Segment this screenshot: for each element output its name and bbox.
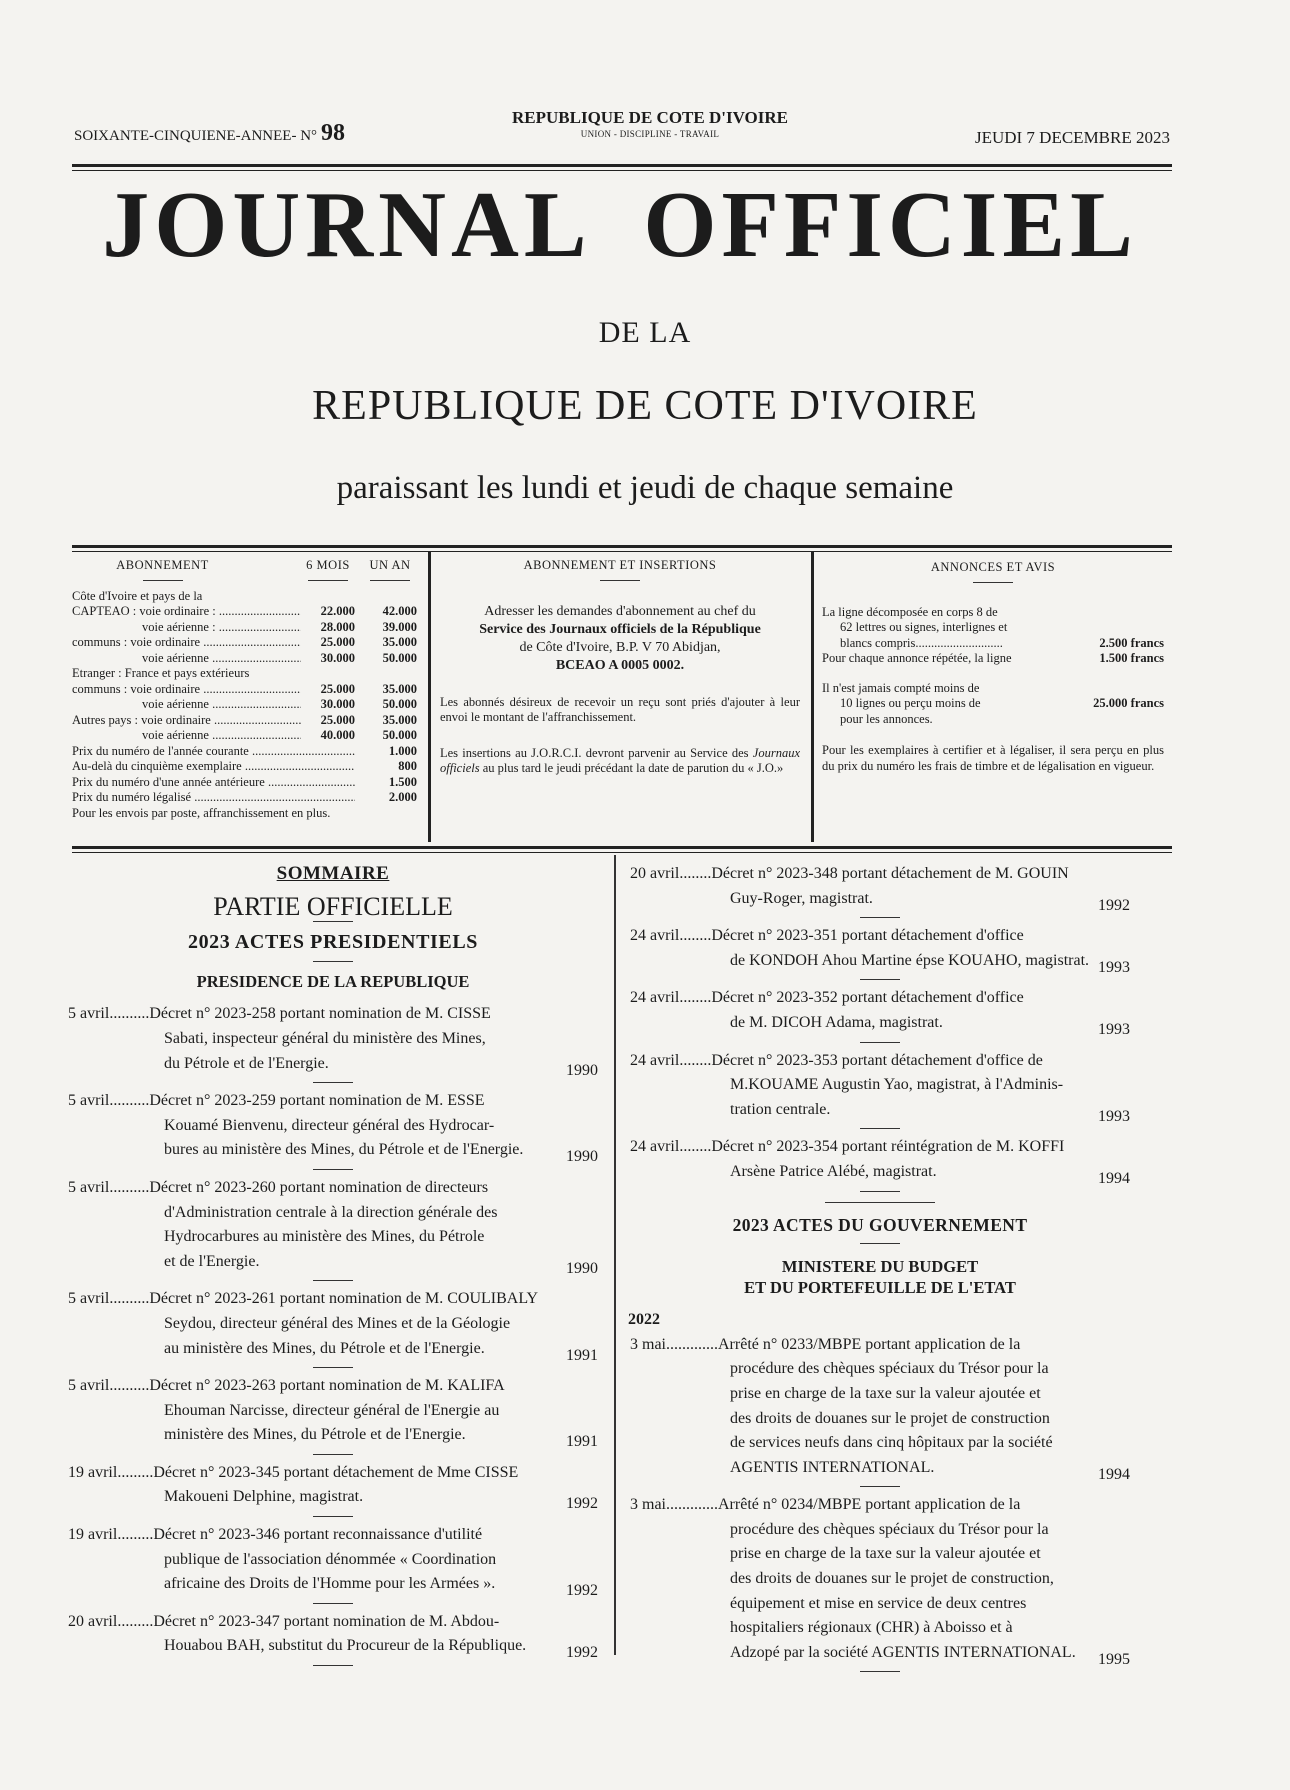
sommaire-entry bbox=[68, 1523, 598, 1604]
entry-text: Décret n° 2023-347 portant nomination de M. Abdou- bbox=[153, 1612, 500, 1630]
entry-page-number: 1993 bbox=[1098, 1107, 1130, 1125]
entry-date: 5 avril bbox=[68, 1178, 110, 1196]
actes-presidentiels-heading: 2023 ACTES PRESIDENTIELS bbox=[68, 930, 598, 962]
entry-text: Décret n° 2023-348 portant détachement de M. GOUIN bbox=[711, 865, 1069, 882]
rate-label: voie aérienne ..... bbox=[72, 651, 301, 667]
rate-year: 35.000 bbox=[382, 681, 417, 696]
entry-text: Décret n° 2023-353 portant détachement d'office de bbox=[711, 1051, 1043, 1069]
entry-page-number: 1993 bbox=[1098, 958, 1130, 976]
entry-text: Décret n° 2023-352 portant détachement d'office bbox=[711, 989, 1024, 1007]
entry-separator bbox=[860, 1191, 900, 1192]
entry-line bbox=[630, 924, 1130, 949]
entry-date: 20 avril bbox=[630, 865, 680, 882]
sommaire-right-column bbox=[630, 862, 1130, 1678]
subscription-rate-row bbox=[72, 604, 417, 620]
entry-line: bures au ministère des Mines, du Pétrole et de l'Energie. bbox=[164, 1141, 524, 1159]
box-divider bbox=[811, 552, 814, 842]
entry-line: de KONDOH Ahou Martine épse KOUAHO, magistrat. bbox=[730, 951, 1090, 969]
price-value: 1.500 bbox=[388, 774, 417, 789]
year-label: 2022 bbox=[628, 1311, 660, 1329]
sommaire-entry bbox=[68, 1374, 598, 1455]
box-divider bbox=[428, 552, 431, 842]
entry-page-number: 1991 bbox=[566, 1346, 598, 1364]
entry-line: de services neufs dans cinq hôpitaux par la société bbox=[730, 1434, 1053, 1452]
entry-line: Ehouman Narcisse, directeur général de l'Energie au bbox=[164, 1401, 500, 1419]
sommaire-entry bbox=[68, 1461, 598, 1517]
entry-line: M.KOUAME Augustin Yao, magistrat, à l'Adminis- bbox=[730, 1076, 1064, 1094]
entry-page-number: 1991 bbox=[566, 1433, 598, 1451]
sommaire-entry bbox=[630, 1049, 1130, 1130]
entry-text: Décret n° 2023-259 portant nomination de M. ESSE bbox=[149, 1092, 485, 1110]
entry-leader: .......... bbox=[109, 1005, 150, 1023]
entry-page-number: 1990 bbox=[566, 1148, 598, 1166]
entry-leader: ......... bbox=[117, 1612, 154, 1630]
ministry-budget-heading: MINISTERE DU BUDGET ET DU PORTEFEUILLE DE L'ETAT bbox=[744, 1257, 1016, 1298]
sommaire-entry bbox=[68, 1610, 598, 1666]
entry-page-number: 1992 bbox=[566, 1582, 598, 1600]
entry-line bbox=[630, 862, 1130, 887]
price-value: 1.000 bbox=[388, 743, 417, 758]
entry-text: Décret n° 2023-346 portant reconnaissance d'utilité bbox=[153, 1526, 483, 1544]
section-rule bbox=[825, 1202, 935, 1203]
entry-line: Adzopé par la société AGENTIS INTERNATIONAL. bbox=[730, 1643, 1076, 1661]
price-row bbox=[72, 744, 417, 760]
actes-gouvernement-heading: 2023 ACTES DU GOUVERNEMENT bbox=[732, 1214, 1028, 1235]
announcements-legalization: Pour les exemplaires à certifier et à légaliser, il sera perçu en plus du prix du numéro les frais de timbre et de légalisation en vigueur. bbox=[822, 743, 1164, 773]
entry-separator bbox=[860, 979, 900, 980]
rate-six-months: 25.000 bbox=[320, 635, 355, 649]
entry-text: Décret n° 2023-354 portant réintégration de M. KOFFI bbox=[711, 1138, 1065, 1156]
entry-separator bbox=[313, 1280, 353, 1281]
entry-line: et de l'Energie. bbox=[164, 1252, 260, 1270]
issue-date: JEUDI 7 DECEMBRE 2023 bbox=[974, 128, 1170, 147]
entry-leader: ........ bbox=[679, 989, 712, 1007]
entry-leader: .......... bbox=[109, 1290, 150, 1308]
entry-date: 5 avril bbox=[68, 1377, 110, 1395]
rate-six-months: 22.000 bbox=[320, 604, 355, 618]
entry-separator bbox=[313, 1516, 353, 1517]
entry-line bbox=[630, 1333, 1130, 1358]
announcements-line-rate: La ligne décomposée en corps 8 de 62 lettres ou signes, interlignes et blancs compris............................ 2.500 francs Pour chaque annonce répétée, la ligne 1.500 francs bbox=[822, 604, 1164, 665]
announcements-minimum: Il n'est jamais compté moins de 10 lignes ou perçu moins de 25.000 francs pour les annonces. bbox=[822, 680, 1164, 726]
rate-six-months: 28.000 bbox=[320, 619, 355, 634]
rate-year: 42.000 bbox=[382, 604, 417, 618]
entry-text: Arrêté n° 0233/MBPE portant application de la bbox=[718, 1335, 1021, 1353]
subscription-col-6-months: 6 MOIS bbox=[293, 558, 363, 581]
rate-year: 50.000 bbox=[382, 728, 417, 742]
entry-page-number: 1994 bbox=[1098, 1465, 1130, 1483]
entry-text: Décret n° 2023-258 portant nomination de M. CISSE bbox=[149, 1005, 491, 1023]
entry-line: au ministère des Mines, du Pétrole et de l'Energie. bbox=[164, 1339, 485, 1357]
subscription-intro: Côte d'Ivoire et pays de la bbox=[72, 588, 203, 603]
rate-six-months: 25.000 bbox=[320, 681, 355, 696]
subscription-rate-row bbox=[72, 651, 417, 667]
entry-line bbox=[630, 986, 1130, 1011]
entry-date: 5 avril bbox=[68, 1290, 110, 1308]
announcements-title: ANNONCES ET AVIS bbox=[822, 560, 1164, 583]
entry-separator bbox=[313, 1454, 353, 1455]
sommaire-left-column bbox=[68, 862, 598, 1672]
box-bottom-rule bbox=[72, 846, 1172, 853]
entry-line bbox=[68, 1461, 598, 1486]
subscription-rate-row bbox=[72, 620, 417, 636]
entry-leader: ............. bbox=[666, 1335, 718, 1353]
republic-heading bbox=[480, 108, 820, 139]
rate-six-months: 40.000 bbox=[320, 728, 355, 742]
entry-date: 24 avril bbox=[630, 989, 680, 1007]
entry-separator bbox=[860, 1128, 900, 1129]
sommaire-entry bbox=[630, 1493, 1130, 1672]
section-rule bbox=[860, 1243, 900, 1244]
entry-separator bbox=[860, 1671, 900, 1672]
entry-date: 19 avril bbox=[68, 1463, 118, 1481]
entry-line: prise en charge de la taxe sur la valeur ajoutée et bbox=[730, 1384, 1041, 1402]
entry-text: Décret n° 2023-261 portant nomination de M. COULIBALY bbox=[149, 1290, 539, 1308]
entry-separator bbox=[313, 1082, 353, 1083]
entry-line bbox=[68, 1176, 598, 1201]
price-value: 2.000 bbox=[388, 790, 417, 804]
subscription-rate-row bbox=[72, 682, 417, 698]
motto: UNION - DISCIPLINE - TRAVAIL bbox=[580, 129, 720, 139]
entry-separator bbox=[313, 1603, 353, 1604]
subscription-rate-row bbox=[72, 697, 417, 713]
rate-year: 35.000 bbox=[382, 635, 417, 649]
price-label: Au-delà du cinquième exemplaire ..... bbox=[72, 759, 355, 775]
rate-label: voie aérienne ..... bbox=[72, 728, 301, 744]
entry-line: Guy-Roger, magistrat. bbox=[730, 889, 873, 907]
rate-year: 50.000 bbox=[382, 697, 417, 711]
price-label: Prix du numéro de l'année courante ..... bbox=[72, 744, 355, 760]
issue-number: 98 bbox=[321, 120, 346, 146]
entry-line bbox=[68, 1002, 598, 1027]
column-divider bbox=[614, 855, 616, 1655]
entry-leader: ............. bbox=[666, 1496, 718, 1514]
insertions-deadline: Les insertions au J.O.R.C.I. devront parvenir au Service des Journaux officiels au plus tard le jeudi précédant la date de parution du « J.O.» bbox=[440, 745, 800, 775]
entry-line: Seydou, directeur général des Mines et de la Géologie bbox=[164, 1314, 511, 1332]
sommaire-entry bbox=[630, 862, 1130, 918]
entry-line bbox=[630, 1049, 1130, 1074]
subscription-rate-row bbox=[72, 728, 417, 744]
entry-leader: .......... bbox=[109, 1377, 150, 1395]
subscription-box bbox=[72, 552, 417, 842]
rate-six-months: 25.000 bbox=[320, 712, 355, 727]
entry-leader: .......... bbox=[109, 1178, 150, 1196]
entry-line: de M. DICOH Adama, magistrat. bbox=[730, 1013, 943, 1031]
rate-label: voie aérienne : ..... bbox=[72, 620, 301, 636]
entry-date: 3 mai bbox=[630, 1335, 666, 1353]
subscription-foreign-intro: Etranger : France et pays extérieurs bbox=[72, 666, 250, 680]
entry-text: Décret n° 2023-345 portant détachement de Mme CISSE bbox=[153, 1463, 519, 1481]
entry-separator bbox=[313, 1665, 353, 1666]
presidence-heading: PRESIDENCE DE LA REPUBLIQUE bbox=[196, 971, 470, 991]
entry-line: publique de l'association dénommée « Coordination bbox=[164, 1550, 497, 1568]
entry-text: Décret n° 2023-263 portant nomination de M. KALIFA bbox=[149, 1377, 505, 1395]
sommaire-entry bbox=[630, 1135, 1130, 1191]
entry-text: Arrêté n° 0234/MBPE portant application de la bbox=[718, 1496, 1021, 1514]
entry-page-number: 1992 bbox=[1098, 896, 1130, 914]
entry-line: du Pétrole et de l'Energie. bbox=[164, 1054, 329, 1072]
subscription-rate-row bbox=[72, 713, 417, 729]
rate-label: communs : voie ordinaire ..... bbox=[72, 635, 301, 651]
entry-leader: ......... bbox=[117, 1463, 154, 1481]
entry-line bbox=[68, 1610, 598, 1635]
entry-line bbox=[68, 1374, 598, 1399]
entry-line: Arsène Patrice Alébé, magistrat. bbox=[730, 1162, 937, 1180]
entry-page-number: 1995 bbox=[1098, 1650, 1130, 1668]
rate-year: 35.000 bbox=[382, 712, 417, 727]
entry-date: 24 avril bbox=[630, 1138, 680, 1156]
entry-page-number: 1992 bbox=[566, 1644, 598, 1662]
entry-leader: .......... bbox=[109, 1092, 150, 1110]
entry-date: 5 avril bbox=[68, 1092, 110, 1110]
subscription-rate-row bbox=[72, 635, 417, 651]
issue-label: SOIXANTE-CINQUIENE-ANNEE- N° bbox=[74, 128, 318, 144]
subscription-title: ABONNEMENT bbox=[72, 558, 293, 581]
entry-date: 24 avril bbox=[630, 927, 680, 945]
sommaire-entry bbox=[68, 1176, 598, 1281]
price-label: Prix du numéro d'une année antérieure ..... bbox=[72, 775, 355, 791]
rate-label: Autres pays : voie ordinaire ..... bbox=[72, 713, 301, 729]
sommaire-title: SOMMAIRE bbox=[276, 863, 390, 884]
partie-officielle-heading: PARTIE OFFICIELLE bbox=[68, 895, 598, 923]
entry-line: Sabati, inspecteur général du ministère des Mines, bbox=[164, 1029, 486, 1047]
issue-line bbox=[74, 120, 345, 147]
announcements-box bbox=[822, 552, 1164, 842]
entry-separator bbox=[860, 1042, 900, 1043]
rate-year: 50.000 bbox=[382, 650, 417, 665]
entry-line: des droits de douanes sur le projet de construction bbox=[730, 1409, 1050, 1427]
masthead-country: REPUBLIQUE DE COTE D'IVOIRE bbox=[312, 383, 978, 429]
entry-separator bbox=[860, 1486, 900, 1487]
header-rule bbox=[72, 164, 1172, 171]
entry-leader: ........ bbox=[679, 1138, 712, 1156]
entry-line bbox=[68, 1287, 598, 1312]
entry-line: Makoueni Delphine, magistrat. bbox=[164, 1488, 364, 1506]
entry-separator bbox=[313, 1169, 353, 1170]
entry-line bbox=[68, 1089, 598, 1114]
sommaire-entry bbox=[630, 924, 1130, 980]
insertions-receipt-note: Les abonnés désireux de recevoir un reçu sont priés d'ajouter à leur envoi le montant de l'affranchissement. bbox=[440, 694, 800, 724]
entry-line: hospitaliers régionaux (CHR) à Aboisso et à bbox=[730, 1619, 1013, 1637]
subscription-col-year: UN AN bbox=[363, 558, 417, 581]
publication-frequency: paraissant les lundi et jeudi de chaque semaine bbox=[336, 470, 954, 506]
price-label: Prix du numéro légalisé ..... bbox=[72, 790, 355, 806]
republic-name: REPUBLIQUE DE COTE D'IVOIRE bbox=[512, 108, 788, 127]
entry-page-number: 1994 bbox=[1098, 1169, 1130, 1187]
rate-label: voie aérienne ..... bbox=[72, 697, 301, 713]
insertions-title: ABONNEMENT ET INSERTIONS bbox=[440, 558, 800, 581]
entry-separator bbox=[313, 1367, 353, 1368]
entry-line bbox=[630, 1135, 1130, 1160]
entry-date: 5 avril bbox=[68, 1005, 110, 1023]
price-row bbox=[72, 790, 417, 806]
entry-page-number: 1990 bbox=[566, 1061, 598, 1079]
entry-separator bbox=[860, 917, 900, 918]
entry-page-number: 1992 bbox=[566, 1495, 598, 1513]
masthead-title: JOURNAL OFFICIEL bbox=[102, 173, 1138, 277]
rate-year: 39.000 bbox=[382, 619, 417, 634]
entry-line: ministère des Mines, du Pétrole et de l'Energie. bbox=[164, 1426, 466, 1444]
entry-page-number: 1990 bbox=[566, 1259, 598, 1277]
rate-six-months: 30.000 bbox=[320, 697, 355, 711]
sommaire-entry bbox=[68, 1002, 598, 1083]
sommaire-entry bbox=[68, 1287, 598, 1368]
entry-line: Houabou BAH, substitut du Procureur de la République. bbox=[164, 1637, 527, 1655]
entry-text: Décret n° 2023-351 portant détachement d'office bbox=[711, 927, 1024, 945]
masthead-de-la: DE LA bbox=[598, 316, 692, 349]
entry-date: 3 mai bbox=[630, 1496, 666, 1514]
entry-line: Hydrocarbures au ministère des Mines, du Pétrole bbox=[164, 1228, 485, 1246]
price-row bbox=[72, 775, 417, 791]
entry-leader: ........ bbox=[679, 865, 712, 882]
rate-six-months: 30.000 bbox=[320, 650, 355, 665]
entry-page-number: 1993 bbox=[1098, 1020, 1130, 1038]
entry-line: procédure des chèques spéciaux du Trésor pour la bbox=[730, 1360, 1049, 1378]
rate-label: communs : voie ordinaire ..... bbox=[72, 682, 301, 698]
subscription-note: Pour les envois par poste, affranchissement en plus. bbox=[72, 805, 331, 820]
entry-date: 19 avril bbox=[68, 1526, 118, 1544]
sommaire-entry bbox=[630, 986, 1130, 1042]
entry-line: tration centrale. bbox=[730, 1100, 831, 1118]
entry-line: procédure des chèques spéciaux du Trésor pour la bbox=[730, 1520, 1049, 1538]
sommaire-entry bbox=[630, 1333, 1130, 1488]
entry-line: AGENTIS INTERNATIONAL. bbox=[730, 1458, 935, 1476]
entry-leader: ........ bbox=[679, 1051, 712, 1069]
entry-line: des droits de douanes sur le projet de construction, bbox=[730, 1570, 1054, 1588]
box-top-rule bbox=[72, 545, 1172, 552]
entry-date: 24 avril bbox=[630, 1051, 680, 1069]
entry-line: d'Administration centrale à la direction générale des bbox=[164, 1203, 498, 1221]
entry-line: Kouamé Bienvenu, directeur général des Hydrocar- bbox=[164, 1116, 495, 1134]
entry-text: Décret n° 2023-260 portant nomination de directeurs bbox=[149, 1178, 489, 1196]
price-row bbox=[72, 759, 417, 775]
entry-line: prise en charge de la taxe sur la valeur ajoutée et bbox=[730, 1545, 1041, 1563]
entry-line bbox=[68, 1523, 598, 1548]
entry-line: équipement et mise en service de deux centres bbox=[730, 1594, 1027, 1612]
price-value: 800 bbox=[398, 759, 417, 773]
rate-label: CAPTEAO : voie ordinaire : ..... bbox=[72, 604, 301, 620]
entry-leader: ......... bbox=[117, 1526, 154, 1544]
entry-line: africaine des Droits de l'Homme pour les Armées ». bbox=[164, 1575, 496, 1593]
insertions-box bbox=[440, 552, 800, 842]
entry-leader: ........ bbox=[679, 927, 712, 945]
insertions-address: Adresser les demandes d'abonnement au chef du Service des Journaux officiels de la République de Côte d'Ivoire, B.P. V 70 Abidjan, BCEAO A 0005 0002. bbox=[479, 603, 761, 673]
sommaire-entry bbox=[68, 1089, 598, 1170]
entry-date: 20 avril bbox=[68, 1612, 118, 1630]
entry-line bbox=[630, 1493, 1130, 1518]
